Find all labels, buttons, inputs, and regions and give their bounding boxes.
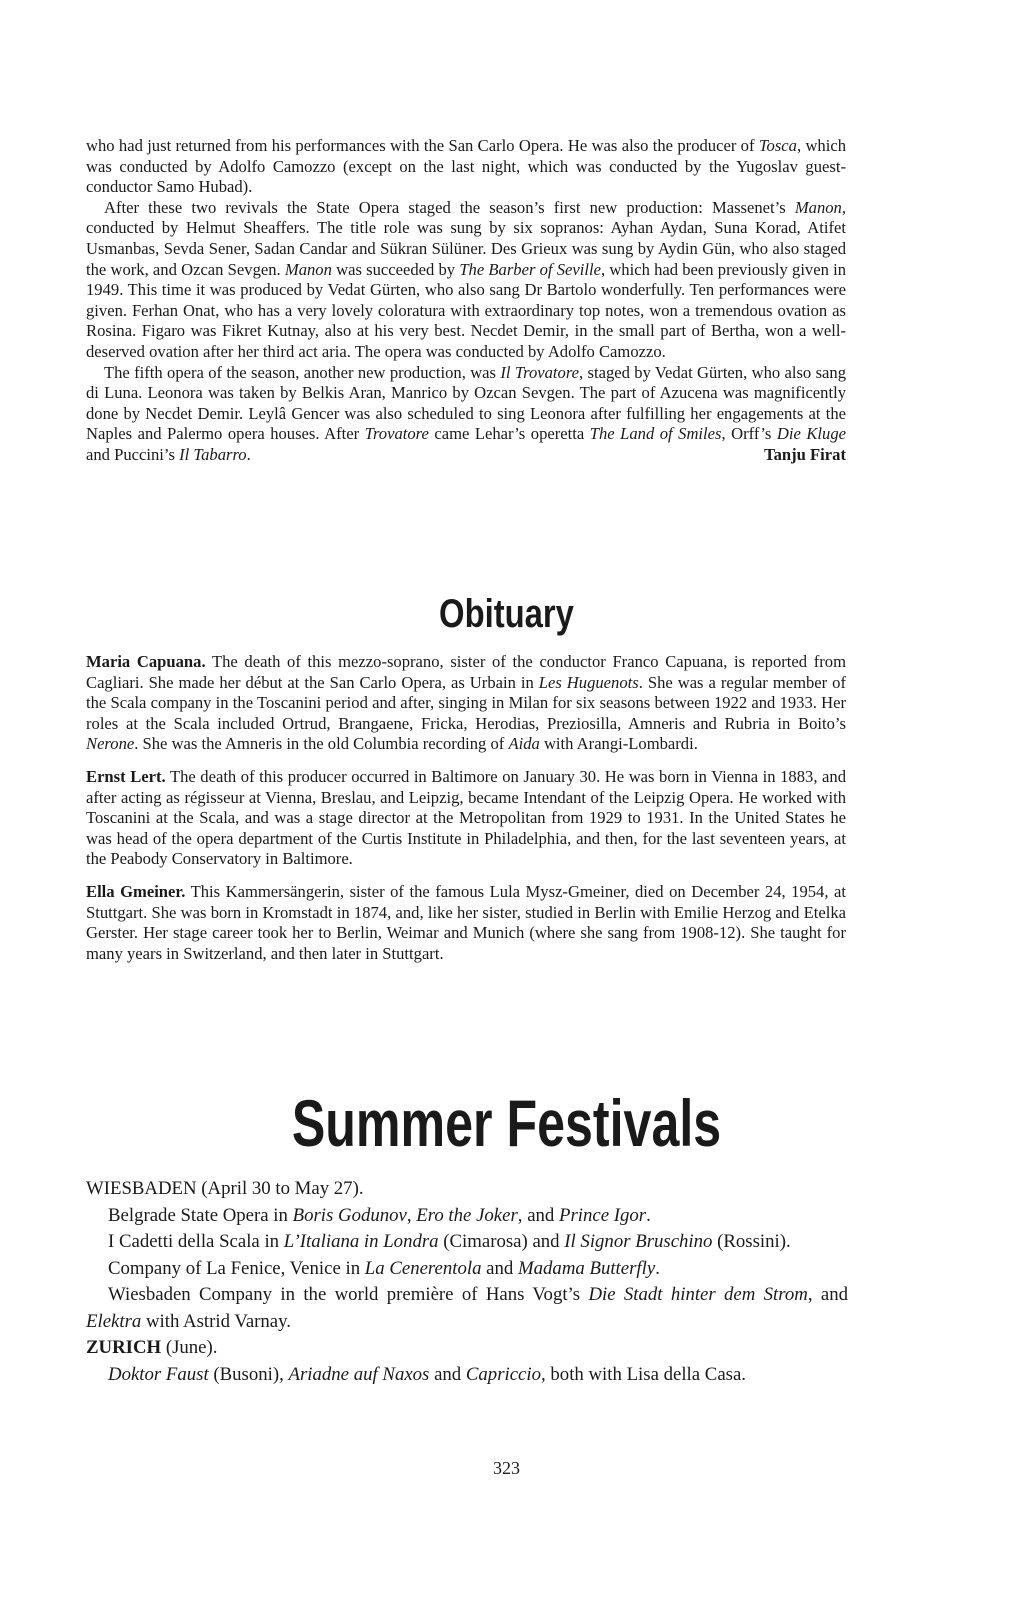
obituary-body: The death of this mezzo-soprano, sister of the conductor Franco Capuana, is reported from Cagliari. She made her début at the San Carlo Opera, as Urbain in Les Huguenots. She was a regular member of the Scala company in the Toscanini period and after, singing in Milan for six seasons between 1922 and 1933. Her roles at the Scala included Ortrud, Brangaene, Fricka, Herodias, Preziosilla, Amneris and Rubria in Boito’s Nerone. She was the Amneris in the old Columbia recording of Aida with Arangi-Lombardi. (86, 652, 846, 754)
italic-title: Manon (284, 259, 332, 279)
festival-dates: (April 30 to May 27). (196, 1178, 364, 1199)
obituary-name: Ella Gmeiner. (86, 881, 186, 901)
festival-city: ZURICH (86, 1337, 162, 1358)
italic-title: Tosca (758, 136, 797, 155)
italic-title: Il Trovatore (500, 362, 580, 382)
festival-item: Company of La Fenice, Venice in La Cenerentola and Madama Butterfly. (108, 1257, 660, 1279)
italic-title: Elektra (86, 1310, 142, 1332)
festival-item: I Cadetti della Scala in L’Italiana in Londra (Cimarosa) and Il Signor Bruschino (Rossini). (108, 1231, 791, 1252)
festival-heading-zurich (86, 1335, 848, 1362)
obituary-entry (86, 652, 846, 755)
obituary-entry (86, 767, 846, 870)
festival-item: Wiesbaden Company in the world première of Hans Vogt’s Die Stadt hinter dem Strom, and Elektra with Astrid Varnay. (86, 1284, 848, 1332)
italic-title: Manon (794, 197, 842, 217)
festival-heading-wiesbaden (86, 1176, 848, 1203)
obituary-body: The death of this producer occurred in Baltimore on January 30. He was born in Vienna in 1883, and after acting as régisseur at Vienna, Breslau, and Leipzig, became Intendant of the Leipzig Opera. He worked with Toscanini at the Scala, and was a stage director at the Metropolitan from 1929 to 1931. In the United States he was head of the opera department of the Curtis Institute in Philadelphia, and then, for the last seventeen years, at the Peabody Conservatory in Baltimore. (86, 766, 846, 869)
italic-title: Il Tabarro (179, 444, 247, 464)
report-paragraph: who had just returned from his performances with the San Carlo Opera. He was also the producer of Tosca, which was conducted by Adolfo Camozzo (except on the last night, which was conducted by the Yugoslav guest-conductor Samo Hubad). (86, 136, 847, 197)
italic-title: The Land of Smiles (589, 424, 722, 444)
italic-title: The Barber of Seville (459, 259, 601, 279)
report-paragraph (86, 363, 846, 466)
italic-title: Il Signor Bruschino (564, 1231, 713, 1252)
obituary-list (86, 652, 846, 976)
italic-title: Doktor Faust (108, 1363, 209, 1385)
festival-city: WIESBADEN (86, 1178, 197, 1199)
festivals-heading: Summer Festivals (291, 1086, 722, 1160)
italic-title: Nerone (86, 734, 135, 754)
festival-list (86, 1176, 848, 1388)
italic-title: Prince Igor (559, 1204, 647, 1226)
italic-title: Les Huguenots (538, 672, 639, 692)
italic-title: Capriccio (465, 1363, 542, 1385)
obituary-name: Ernst Lert. (86, 766, 166, 786)
festival-dates: (June). (161, 1337, 218, 1358)
author-signature: Tanju Firat (764, 444, 846, 464)
italic-title: L’Italiana in Londra (283, 1231, 439, 1252)
italic-title: Boris Godunov (292, 1204, 407, 1226)
italic-title: Madama Butterfly (518, 1257, 656, 1279)
italic-title: Die Stadt hinter dem Strom (588, 1284, 808, 1305)
obituary-entry (86, 882, 846, 964)
obituary-heading: Obituary (439, 592, 574, 636)
obituary-body: This Kammersängerin, sister of the famous Lula Mysz-Gmeiner, died on December 24, 1954, at Stuttgart. She was born in Kromstadt in 1874, and, like her sister, studied in Berlin with Emilie Herzog and Etelka Gerster. Her stage career took her to Berlin, Weimar and Munich (where she sang from 1908-12). She taught for many years in Switzerland, and then later in Stuttgart. (86, 881, 847, 963)
festival-item: Belgrade State Opera in Boris Godunov, Ero the Joker, and Prince Igor. (108, 1204, 651, 1226)
italic-title: Aida (508, 734, 540, 754)
festival-item: Doktor Faust (Busoni), Ariadne auf Naxos and Capriccio, both with Lisa della Casa. (108, 1363, 747, 1385)
italic-title: Trovatore (364, 424, 429, 444)
page-number: 323 (493, 1458, 520, 1478)
report-paragraph: After these two revivals the State Opera staged the season’s first new production: Massenet’s Manon, conducted by Helmut Sheaffers. The title role was sung by six sopranos: Ayhan Aydan, Suna Korad, Atifet Usmanbas, Sevda Sener, Sadan Candar and Sükran Sülüner. Des Grieux was sung by Aydin Gün, who also staged the work, and Ozcan Sevgen. Manon was succeeded by The Barber of Seville, which had been previously given in 1949. This time it was produced by Vedat Gürten, who also sang Dr Bartolo wonderfully. Ten performances were given. Ferhan Onat, who has a very lovely coloratura with extraordinary top notes, won a tremendous ovation as Rosina. Figaro was Fikret Kutnay, also at his very best. Necdet Demir, in the small part of Bertha, won a well-deserved ovation after her third act aria. The opera was conducted by Adolfo Camozzo. (86, 197, 847, 361)
italic-title: Ero the Joker (416, 1204, 518, 1226)
opera-report (86, 136, 846, 466)
italic-title: La Cenerentola (364, 1257, 482, 1279)
italic-title: Ariadne auf Naxos (288, 1363, 430, 1385)
report-paragraph-text: The fifth opera of the season, another new production, was Il Trovatore, staged by Vedat Gürten, who also sang di Luna. Leonora was taken by Belkis Aran, Manrico by Ozcan Sevgen. The part of Azucena was magnificently done by Necdet Demir. Leylâ Gencer was also scheduled to sing Leonora after fulfilling her engagements at the Naples and Palermo opera houses. After Trovatore came Lehar’s operetta The Land of Smiles, Orff’s Die Kluge and Puccini’s Il Tabarro. (86, 362, 846, 464)
italic-title: Die Kluge (776, 424, 846, 444)
obituary-name: Maria Capuana. (86, 652, 206, 671)
